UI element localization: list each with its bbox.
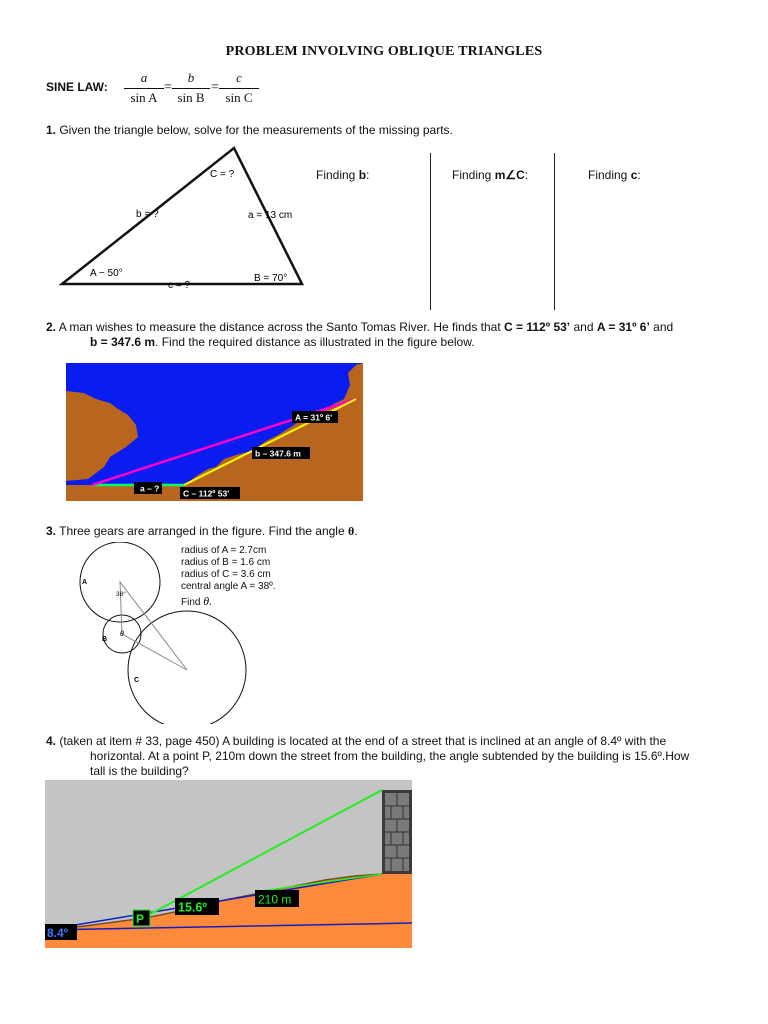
- label-side-c: c = ?: [168, 280, 190, 291]
- label-subtended-angle: 15.6º: [178, 900, 207, 915]
- fraction-denominator: sin C: [225, 90, 253, 105]
- central-angle: central angle A = 38º.: [181, 581, 276, 592]
- label-central-angle: 38°: [116, 591, 126, 598]
- gear-info: [181, 545, 276, 609]
- gear-c: [128, 611, 246, 724]
- label-point-p: P: [136, 912, 145, 926]
- label-distance: 210 m: [258, 892, 292, 907]
- label-angle-c: C – 112º 53': [183, 488, 230, 499]
- radius-b: radius of B = 1.6 cm: [181, 557, 271, 568]
- sine-law-fraction-c: [219, 70, 259, 106]
- label-angle-a: A = 31º 6': [295, 412, 333, 423]
- label-side-a: a – ?: [140, 483, 160, 494]
- column-divider: [430, 153, 431, 310]
- fraction-numerator: c: [236, 70, 242, 85]
- label-side-b: b – 347.6 m: [255, 448, 301, 459]
- find-theta: Find θ.: [181, 594, 213, 608]
- fraction-numerator: a: [140, 70, 148, 85]
- problem-1-text: 1. Given the triangle below, solve for the measurements of the missing parts.: [46, 123, 453, 137]
- problem-3-text: 3. Three gears are arranged in the figure. Find the angle θ.: [46, 524, 358, 538]
- finding-b-label: Finding b:: [316, 168, 370, 182]
- finding-mc-label: Finding m∠C:: [452, 168, 529, 182]
- river-figure: [66, 363, 363, 501]
- center-triangle: [120, 582, 187, 670]
- label-angle-c: C = ?: [210, 169, 235, 180]
- sine-law-fraction-b: [172, 70, 210, 106]
- column-divider: [554, 153, 555, 310]
- problem-2-text: 2. A man wishes to measure the distance across the Santo Tomas River. He finds that C = 112º 53’ and A = 31º 6’ and: [46, 320, 674, 334]
- building-figure: [45, 780, 412, 948]
- label-angle-b: B = 70°: [254, 273, 288, 284]
- label-gear-a: A: [82, 579, 88, 586]
- page-title: PROBLEM INVOLVING OBLIQUE TRIANGLES: [225, 44, 543, 59]
- fraction-denominator: sin B: [177, 90, 205, 105]
- label-gear-c: C: [134, 677, 140, 684]
- triangle-figure: [56, 140, 306, 296]
- radius-c: radius of C = 3.6 cm: [181, 569, 271, 580]
- equals-sign: =: [164, 80, 172, 95]
- problem-4-text-line2: horizontal. At a point P, 210m down the street from the building, the angle subtended by the building is 15.6º.How: [90, 749, 690, 763]
- label-gear-b: B: [102, 636, 108, 643]
- label-side-b: b = ?: [136, 209, 159, 220]
- finding-c-label: Finding c:: [588, 168, 641, 182]
- label-side-a: a = 13 cm: [248, 210, 293, 221]
- problem-4-text: 4. (taken at item # 33, page 450) A building is located at the end of a street that is inclined at an angle of 8.4º with the: [46, 734, 667, 748]
- problem-4-text-line3: tall is the building?: [90, 764, 189, 778]
- label-theta: θ: [120, 631, 124, 638]
- fraction-numerator: b: [187, 70, 195, 85]
- label-angle-a: A − 50°: [90, 268, 123, 279]
- equals-sign: =: [211, 80, 219, 95]
- label-incline-angle: 8.4º: [47, 926, 69, 940]
- fraction-denominator: sin A: [130, 90, 158, 105]
- sine-law-label: SINE LAW:: [46, 80, 108, 94]
- sine-law-fraction-a: [124, 70, 164, 106]
- problem-2-text-line2: b = 347.6 m. Find the required distance as illustrated in the figure below.: [90, 335, 475, 349]
- radius-a: radius of A = 2.7cm: [181, 545, 267, 556]
